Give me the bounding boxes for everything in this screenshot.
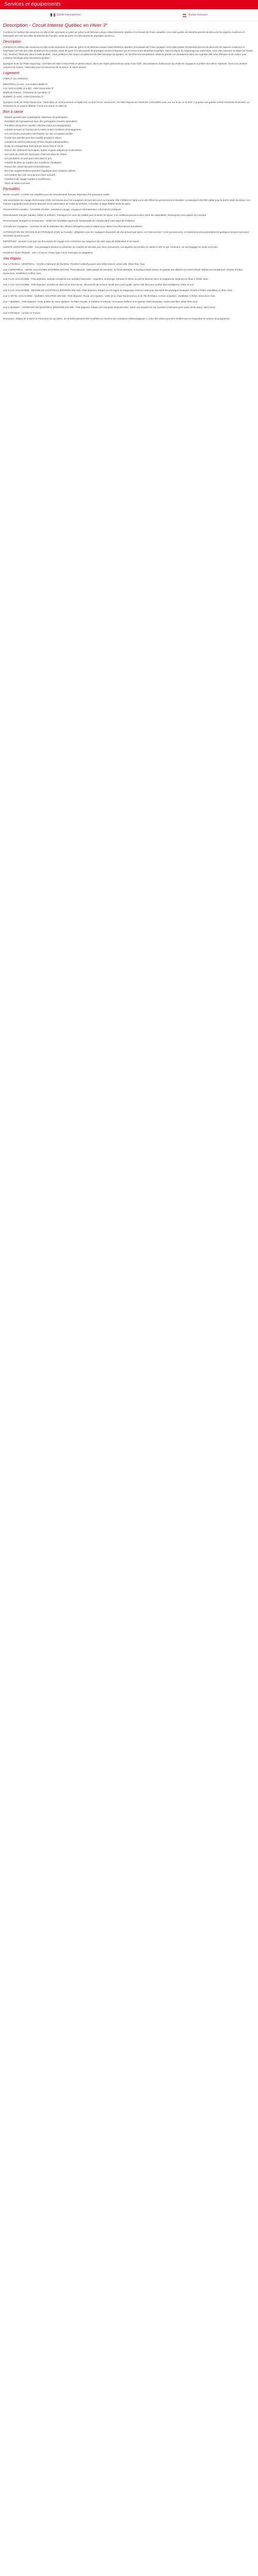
logement-heading: Logement (3, 72, 20, 75)
etape-paragraph: Jour 9 FRANCE : Arrivée en France. (3, 312, 41, 314)
bon-savoir-item: - Les excursions proposées sont basées sur une occupation double. (3, 132, 73, 135)
bon-savoir-item: - Prévoir des cartes bancaires internationales. (3, 165, 51, 168)
section-header-label: Services et équipements (4, 2, 61, 7)
bon-savoir-item: - Possibilité de regroupement avec des participants d'autres nationalités. (3, 120, 78, 123)
logement-paragraph: Quelques mots sur l'hôtel Sacacomie : Situé dans un environnement exceptionnel, au bord du lac Sacacomie, cet hôtel dispose de chambres confortables avec vue sur le lac ou la forêt. Il propose une grande variété d'activités hivernales, un restaurant et un espace détente. Accès à la nature en plein air. (3, 101, 250, 107)
description-paragraph: Quelques mots sur l'hôtel Saguenay : Cet hôtel est situé à Saint-Félix en pleine nature, dans une région préservée au cœur d'une forêt. Une ambiance chaleureuse qui invite les voyageurs à profiter d'un décor reposant. Vous vous sentirez comme à la maison. Hôtel idéal pour les amoureux de la nature, le calme assuré. (3, 62, 248, 69)
formalites-paragraph: Ressortissants étrangers et binationaux : vérifier les formalités auprès de l'ambassade du Canada dans votre pays de résidence. (3, 219, 136, 222)
formalites-paragraph: Gouvernement canadien : formalités d'entrée, assurance voyage, voyageurs internationaux, informations pratiques. (3, 208, 122, 211)
feature-badges (0, 9, 258, 21)
formalites-intro: Bonne nouvelle ! L'entrée est simplifiée pour les ressortissants français disposant d'un passeport valide. (3, 193, 110, 196)
logement-intro: Hôtels 3* (ou similaires) : (3, 77, 29, 80)
badge-visits (182, 13, 208, 17)
logement-hotel: QUÉBEC (2 nuits) : Hôtel Clarendon 3* (3, 95, 44, 98)
etape-paragraph: Jour 2 MONTRÉAL - HÔTEL SACACOMIE (ENVIRON 160 KM) : Petit déjeuner. Visite guidée de Montréal : le Vieux-Montréal, la basilique Notre-Dame, le quartier des affaires et le Mont-Royal. Départ vers la Mauricie. Arrivée à l'hôtel Sacacomie, installation et dîner. Nuit. (3, 268, 243, 275)
formalites-paragraph: Conseils aux voyageurs : consultez le site du Ministère des Affaires étrangères avant le départ pour obtenir les informations actualisées. (3, 225, 143, 228)
formalites-heading: Formalités (3, 188, 20, 191)
etape-paragraph: Jour 8 QUÉBEC - AEROPORT DE MONTRÉAL (ENVIRON 275 KM) : Petit déjeuner. Départ vers Montréal. Déjeuner libre. Selon vos horaires de vol, transfert à l'aéroport pour votre vol de retour. Nuit à bord. (3, 306, 216, 309)
formalites-paragraph: COURANT ÉLECTRIQUE : 120 V et 60 Hz. Prises type A et B. Prévoyez un adaptateur. (3, 251, 93, 254)
bon-savoir-item: - Des frais supplémentaires peuvent s'appliquer pour certaines options. (3, 170, 76, 172)
etape-paragraph: Jour 3 LAC SACACOMIE : Petit déjeuner. Journée consacrée aux activités hivernales : raquettes, motoneige, traîneau à chiens ou pêche blanche selon le programme. Déjeuner et dîner à l'hôtel. Nuit. (3, 278, 208, 280)
etape-paragraph: Jour 4 LAC SACACOMIE : Petit déjeuner. Activités de plein air au bord du lac, découverte de la faune locale avec votre guide. Après-midi libre pour profiter des installations. Dîner et nuit. (3, 283, 195, 286)
bon-savoir-item: - Les pourboires ne sont pas inclus dans le prix. (3, 157, 53, 160)
formalites-paragraph: IMPORTANT : assurez-vous que vos documents de voyage sont conformes aux exigences de votre pays de destination et de transit. (3, 240, 140, 243)
bon-savoir-item: - Les horaires des vols sont donnés à titre indicatif. (3, 174, 56, 176)
formalites-paragraph: AUTORISATION DE VOYAGE ÉLECTRONIQUE (AVE) au Canada : obligatoire pour les voyageurs dispensés de visa arrivant par avion. Les frais sont de 7 CAD par personne. Le traitement prend généralement quelques minutes mais peut nécessiter plusieurs jours. (3, 231, 249, 237)
bon-savoir-item: - Guide accompagnateur francophone durant tout le circuit. (3, 145, 64, 147)
bon-savoir-item: - Prévoir des vêtements techniques, bottes et gants adaptés au froid intense. (3, 149, 83, 151)
bon-savoir-item: - Activités prévues en fonction de la météo et des conditions d'enneigement. (3, 128, 82, 131)
bon-savoir-item: - Lunettes de soleil et vêtements d'hiver chauds indispensables. (3, 141, 69, 143)
badge-visits-label: Visites incluses (188, 13, 208, 16)
formalites-paragraph: SÛRETÉ AÉROPORTUAIRE : Les passagers doivent se présenter au contrôle de sécurité avec leurs documents. Les liquides sont limités en cabine à 100 ml par contenant. Un seul bagage en soute est inclus. (3, 246, 218, 248)
bon-savoir-item: - L'ordre des activités peut être modifié pendant le séjour. (3, 137, 62, 139)
etape-paragraph: Jour 1 FRANCE - MONTRÉAL : Arrivée à l'aéroport de Montréal. Transfert collectif jusqu'à votre hôtel dans le centre-ville. Dîner libre. Nuit. (3, 263, 146, 265)
logement-hotel: MONTRÉAL (1 nuit) : Les Suites Labelle 3* (3, 83, 48, 86)
etape-paragraph: Jour 5 LAC SACACOMIE - RÉGION DE SAINT-FÉLIX (ENVIRON 250 KM) : Petit déjeuner. Départ vers la région du Saguenay. Arrêt en route pour découvrir les paysages enneigés. Arrivée à l'hôtel, installation et dîner. Nuit. (3, 289, 233, 292)
logement-hotel: LAC SAGACOMIE (4 nuits) : Hôtel Sacacomie 3* (3, 87, 54, 90)
bon-savoir-heading: Bon à savoir (3, 110, 23, 114)
vos-etapes-heading: Vos étapes (3, 257, 21, 261)
formalites-paragraph: Ressortissants français (adultes, bébés et enfants) : Passeport en cours de validité pour la durée du séjour. Les conditions peuvent varier selon les nationalités. Renseignez-vous auprès du consulat. (3, 214, 207, 216)
section-header-bar (0, 0, 258, 9)
main-content (0, 29, 258, 320)
bon-savoir-item: - Taxes de séjour incluses. (3, 182, 30, 184)
bon-savoir-item: - Une carte de crédit est nécessaire à l'arrivée dans les hôtels. (3, 153, 68, 156)
bon-savoir-item: - Activités de plein air sujettes aux conditions climatiques. (3, 161, 62, 164)
description-heading: Description (3, 40, 22, 44)
france-flag-icon (51, 13, 55, 16)
bon-savoir-item: - Transferts aéroport en navette collective (sans accompagnateur). (3, 124, 72, 127)
etape-paragraph: Jour 7 QUÉBEC : Petit déjeuner. Visite guidée du Vieux-Québec : la Place Royale, le Château Frontenac, la terrasse Dufferin et le quartier Petit-Champlain. Après-midi libre. Dîner libre. Nuit. (3, 300, 198, 303)
formalites-paragraph: Une autorisation de voyage électronique (AVE) est requise pour les voyageurs arrivant par avion au Canada. Elle s'obtient en ligne sur le site officiel du gouvernement canadien. Le passeport doit être valide pour la durée totale du séjour. Les mineurs voyageant seuls doivent disposer d'une autorisation de sortie du territoire. Consultez la page dédiée avant de partir. (3, 199, 250, 205)
badge-guide (51, 13, 81, 16)
bon-savoir-item: - Conditions de voyage sujettes à modification. (3, 178, 52, 180)
people-icon (182, 13, 187, 17)
etape-paragraph: Remarque : Départ de la Barre et Pourvoirie du Lac Blanc, les activités peuvent être modifiées en fonction des conditions météorologiques. L'ordre des visites peut être modifié tout en respectant le contenu du programme. (3, 317, 231, 320)
badge-guide-label: Guide francophone (56, 13, 81, 16)
logement-hotel: Dépôt de la Barre : Pourvoirie du Lac Blanc 3* (3, 91, 51, 94)
etape-paragraph: Jour 6 HÔTEL SAGACOMIE - QUÉBEC (ENVIRON 200 KM) : Petit déjeuner. Route vers Québec. Visite de la chute Montmorency et de l'Île d'Orléans. Arrivée à Québec, installation à l'hôtel. Dîner libre. Nuit. (3, 295, 216, 297)
bon-savoir-item: - Départs garantis dès 2 participants. Maximum 32 participants. (3, 116, 69, 118)
page-title: Description - Circuit Intense Québec en Hiver 3* (3, 23, 108, 28)
intro-paragraph: Combinez le meilleur des vacances en ville et des aventures en plein air grâce à cet itinéraire unique reliant Montréal, Québec et la beauté de l'hiver canadien. Une visite guidée de Montréal permet de découvrir les aspects modernes et historiques de l'une des villes fondatrices du Canada, avant de partir à la découverte de paysages sereins à... (3, 31, 245, 37)
description-paragraph: Combinez le meilleur des vacances en ville et des aventures en plein air grâce à cet itinéraire unique reliant Montréal, Québec et la beauté de l'hiver canadien. Une visite guidée de Montréal permet de découvrir les aspects modernes et historiques de l'une des villes fondatrices du Canada, avant de partir à la découverte de paysages sereins à Mauricie qui se trouve entre Montréal et Québec. Dans la région du Saguenay-Lac-Saint-Jean, vous allez savourer la région de l'Esprit-Fort. Terminez l'itinéraire dans la belle Québec. Vous profiterez d'un séjour exceptionnel de ville historique de Québec, où l'architecture européenne côtoie la grande rue canadienne dans une superbe ville riche d'histoire et de culture pour combiner l'écologie entre Montréal et Québec. (3, 46, 254, 59)
